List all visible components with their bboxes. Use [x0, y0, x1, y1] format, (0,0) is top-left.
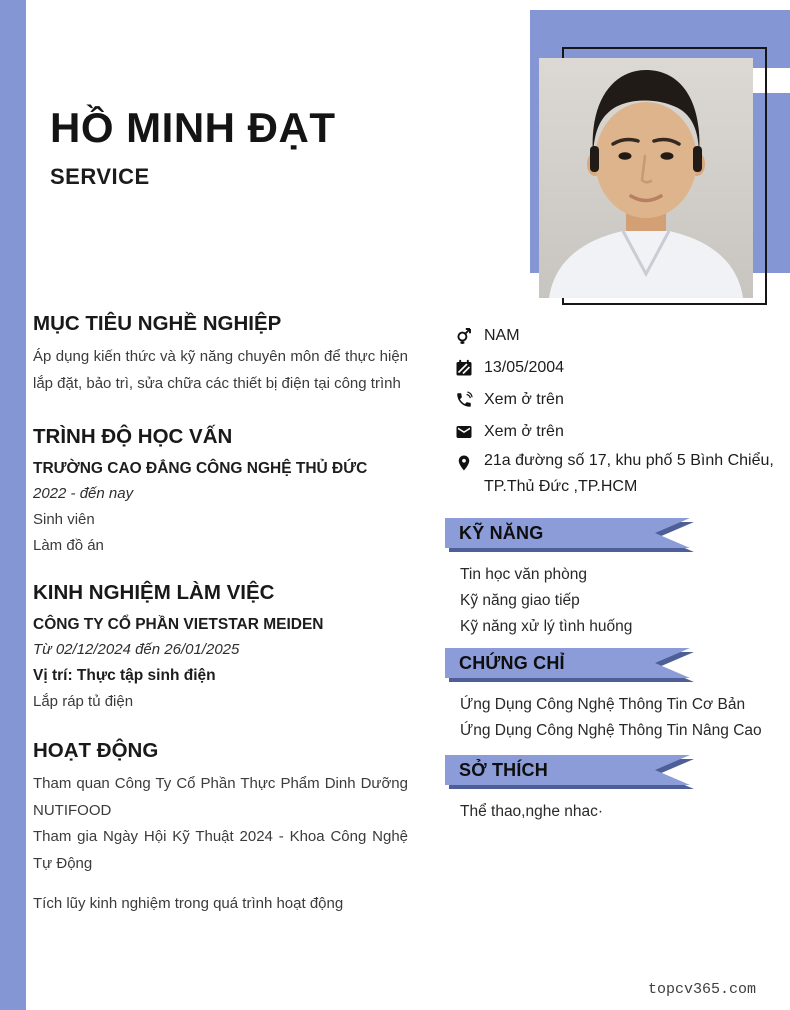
cv-header [50, 104, 335, 190]
contact-address-value: 21a đường số 17, khu phố 5 Bình Chiểu, TP.Thủ Đức ,TP.HCM [484, 452, 774, 495]
contact-phone-value: Xem ở trên [484, 391, 564, 408]
gender-icon [455, 327, 473, 345]
section-education [33, 423, 408, 559]
activity-item: Tham gia Ngày Hội Kỹ Thuật 2024 - Khoa Công Nghệ Tự Động [33, 828, 408, 872]
left-column [33, 310, 408, 918]
education-line: Sinh viên [33, 511, 95, 528]
profile-photo [539, 58, 753, 298]
contact-dob-value: 13/05/2004 [484, 359, 565, 376]
contact-row-dob [455, 352, 775, 384]
certificate-item: Ứng Dụng Công Nghệ Thông Tin Nâng Cao [460, 722, 762, 739]
contact-row-email [455, 416, 775, 448]
calendar-icon [455, 359, 473, 377]
certificates-heading: CHỨNG CHỈ [459, 653, 565, 673]
section-hobbies [445, 755, 790, 825]
skills-ribbon [445, 518, 699, 554]
experience-detail: Lắp ráp tủ điện [33, 693, 134, 710]
section-activities [33, 737, 408, 918]
hobbies-list [445, 799, 790, 825]
contact-row-gender [455, 320, 775, 352]
education-period: 2022 - đến nay [33, 485, 134, 502]
candidate-name: HỒ MINH ĐẠT [50, 104, 336, 151]
section-skills [445, 518, 790, 640]
left-accent-strip [0, 0, 26, 1010]
contact-row-address [455, 448, 775, 500]
contact-gender-value: NAM [484, 327, 520, 344]
contact-email-value: Xem ở trên [484, 423, 564, 440]
contact-info-list [455, 320, 775, 500]
objective-text: Áp dụng kiến thức và kỹ năng chuyên môn để thực hiện lắp đặt, bảo trì, sửa chữa các thiết bị điện tại công trình [33, 348, 408, 392]
education-heading: TRÌNH ĐỘ HỌC VẤN [33, 425, 233, 448]
activity-item: Tích lũy kinh nghiệm trong quá trình hoạt động [33, 895, 344, 912]
activity-item: Tham quan Công Ty Cổ Phần Thực Phẩm Dinh Dưỡng NUTIFOOD [33, 775, 408, 819]
site-watermark: topcv365.com [647, 981, 756, 998]
certificate-item: Ứng Dụng Công Nghệ Thông Tin Cơ Bản [460, 696, 746, 713]
certificates-ribbon [445, 648, 699, 684]
contact-row-phone [455, 384, 775, 416]
certificates-list [445, 692, 790, 744]
skills-heading: KỸ NĂNG [459, 523, 544, 543]
experience-company: CÔNG TY CỔ PHẦN VIETSTAR MEIDEN [33, 616, 324, 633]
education-school: TRƯỜNG CAO ĐẲNG CÔNG NGHỆ THỦ ĐỨC [33, 460, 368, 477]
education-line: Làm đồ án [33, 537, 104, 554]
hobby-item: Thể thao,nghe nhac· [460, 803, 604, 820]
skills-list [445, 562, 790, 640]
section-certificates [445, 648, 790, 744]
map-pin-icon [455, 454, 473, 472]
candidate-title: SERVICE [50, 164, 150, 189]
envelope-icon [455, 423, 473, 441]
objective-heading: MỤC TIÊU NGHỀ NGHIỆP [33, 312, 282, 335]
skill-item: Tin học văn phòng [460, 566, 587, 583]
skill-item: Kỹ năng xử lý tình huống [460, 618, 633, 635]
portrait-placeholder-image [539, 58, 753, 298]
section-objective [33, 310, 408, 397]
section-experience [33, 579, 408, 715]
hobbies-heading: SỞ THÍCH [459, 760, 548, 780]
activities-heading: HOẠT ĐỘNG [33, 739, 159, 762]
skill-item: Kỹ năng giao tiếp [460, 592, 580, 609]
experience-position: Vị trí: Thực tập sinh điện [33, 667, 216, 684]
hobbies-ribbon [445, 755, 699, 791]
experience-period: Từ 02/12/2024 đến 26/01/2025 [33, 641, 240, 658]
phone-icon [455, 391, 473, 409]
experience-heading: KINH NGHIỆM LÀM VIỆC [33, 581, 275, 604]
